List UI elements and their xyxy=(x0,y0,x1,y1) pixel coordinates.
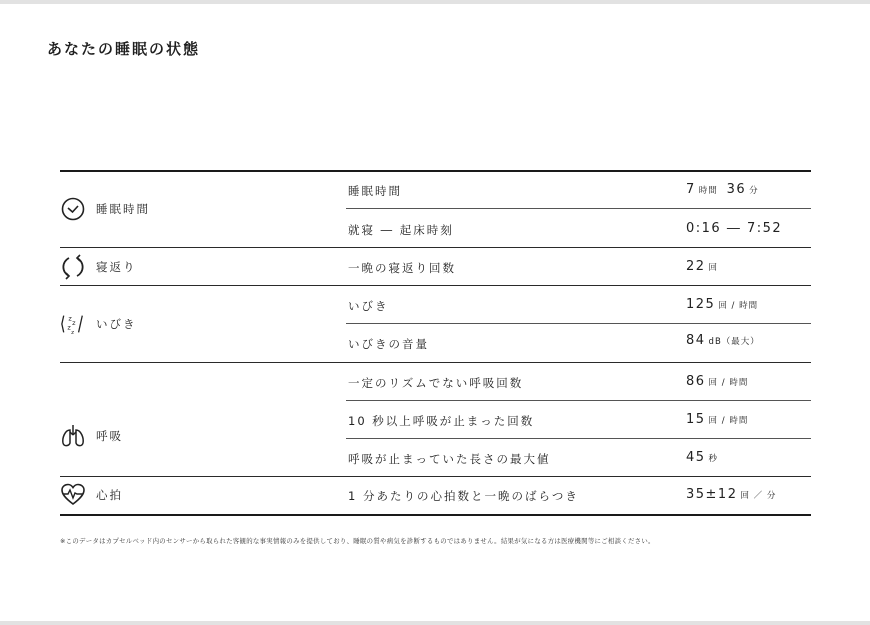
value-number: 0:16 ― 7:52 xyxy=(686,221,783,236)
bottom-border xyxy=(0,621,870,625)
row-divider xyxy=(346,323,811,324)
metric-value xyxy=(686,221,782,236)
category-breathing xyxy=(60,423,123,449)
metric-label: 一定のリズムでない呼吸回数 xyxy=(348,376,524,390)
metric-label: いびき xyxy=(348,299,389,313)
metric-value xyxy=(686,333,760,348)
table-bottom-rule xyxy=(60,514,811,516)
metric-value xyxy=(686,297,758,312)
value-unit: 分 xyxy=(749,186,759,196)
svg-text:z: z xyxy=(72,318,76,327)
value-unit: 秒 xyxy=(708,454,719,464)
svg-text:z: z xyxy=(71,330,75,337)
value-unit: 回 / 時間 xyxy=(708,416,749,426)
value-number: 125 xyxy=(686,297,716,312)
metric-label: 就寝 ― 起床時刻 xyxy=(348,223,454,237)
value-number: 7 xyxy=(686,182,696,197)
category-label: 心拍 xyxy=(96,488,123,502)
section-divider xyxy=(60,285,811,286)
table-top-rule xyxy=(60,170,811,172)
value-unit: 回 / 時間 xyxy=(708,378,749,388)
category-snoring xyxy=(60,311,137,337)
metric-value xyxy=(686,374,748,389)
svg-text:z: z xyxy=(67,323,71,332)
clock-icon xyxy=(60,196,86,222)
value-number: 35±12 xyxy=(686,487,738,502)
value-number: 45 xyxy=(686,450,706,465)
sleep-status-table xyxy=(60,170,811,516)
value-number: 84 xyxy=(686,333,706,348)
value-number: 86 xyxy=(686,374,706,389)
metric-value xyxy=(686,259,718,274)
heartbeat-icon xyxy=(60,482,86,508)
category-heart-rate xyxy=(60,482,123,508)
page-title: あなたの睡眠の状態 xyxy=(47,40,201,58)
metric-label: 睡眠時間 xyxy=(348,184,402,198)
metric-label: いびきの音量 xyxy=(348,337,429,351)
row-divider xyxy=(346,400,811,401)
snore-zzz-icon xyxy=(60,311,86,337)
category-sleep-time xyxy=(60,196,150,222)
lungs-icon xyxy=(60,423,86,449)
category-label: 呼吸 xyxy=(96,429,123,443)
value-number: 36 xyxy=(726,182,747,197)
rotate-arrows-icon xyxy=(60,254,86,280)
metric-value xyxy=(686,182,759,197)
metric-value xyxy=(686,487,776,502)
category-label: いびき xyxy=(96,317,137,331)
section-divider xyxy=(60,476,811,477)
metric-label: 一晩の寝返り回数 xyxy=(348,261,456,275)
category-label: 寝返り xyxy=(96,260,137,274)
disclaimer-note: ※このデータはカプセルベッド内のセンサーから取られた客観的な事実情報のみを提供しており、睡眠の質や病気を診断するものではありません。結果が気になる方は医療機関等にご相談ください。 xyxy=(60,537,655,545)
top-border xyxy=(0,0,870,4)
value-number: 15 xyxy=(686,412,706,427)
category-label: 睡眠時間 xyxy=(96,202,150,216)
metric-label: 呼吸が止まっていた長さの最大値 xyxy=(348,452,551,466)
metric-value xyxy=(686,450,718,465)
section-divider xyxy=(60,247,811,248)
value-number: 22 xyxy=(686,259,706,274)
row-divider xyxy=(346,438,811,439)
row-divider xyxy=(346,208,811,209)
section-divider xyxy=(60,362,811,363)
value-unit: dB（最大） xyxy=(708,337,760,347)
value-unit: 時間 xyxy=(698,186,718,196)
metric-label: 1 分あたりの心拍数と一晩のばらつき xyxy=(348,489,579,503)
category-turning xyxy=(60,254,137,280)
metric-label: 10 秒以上呼吸が止まった回数 xyxy=(348,414,535,428)
metric-value xyxy=(686,412,748,427)
value-unit: 回 / 時間 xyxy=(718,301,759,311)
value-unit: 回 ／ 分 xyxy=(740,491,777,501)
svg-text:z: z xyxy=(68,314,72,323)
value-unit: 回 xyxy=(708,263,719,273)
